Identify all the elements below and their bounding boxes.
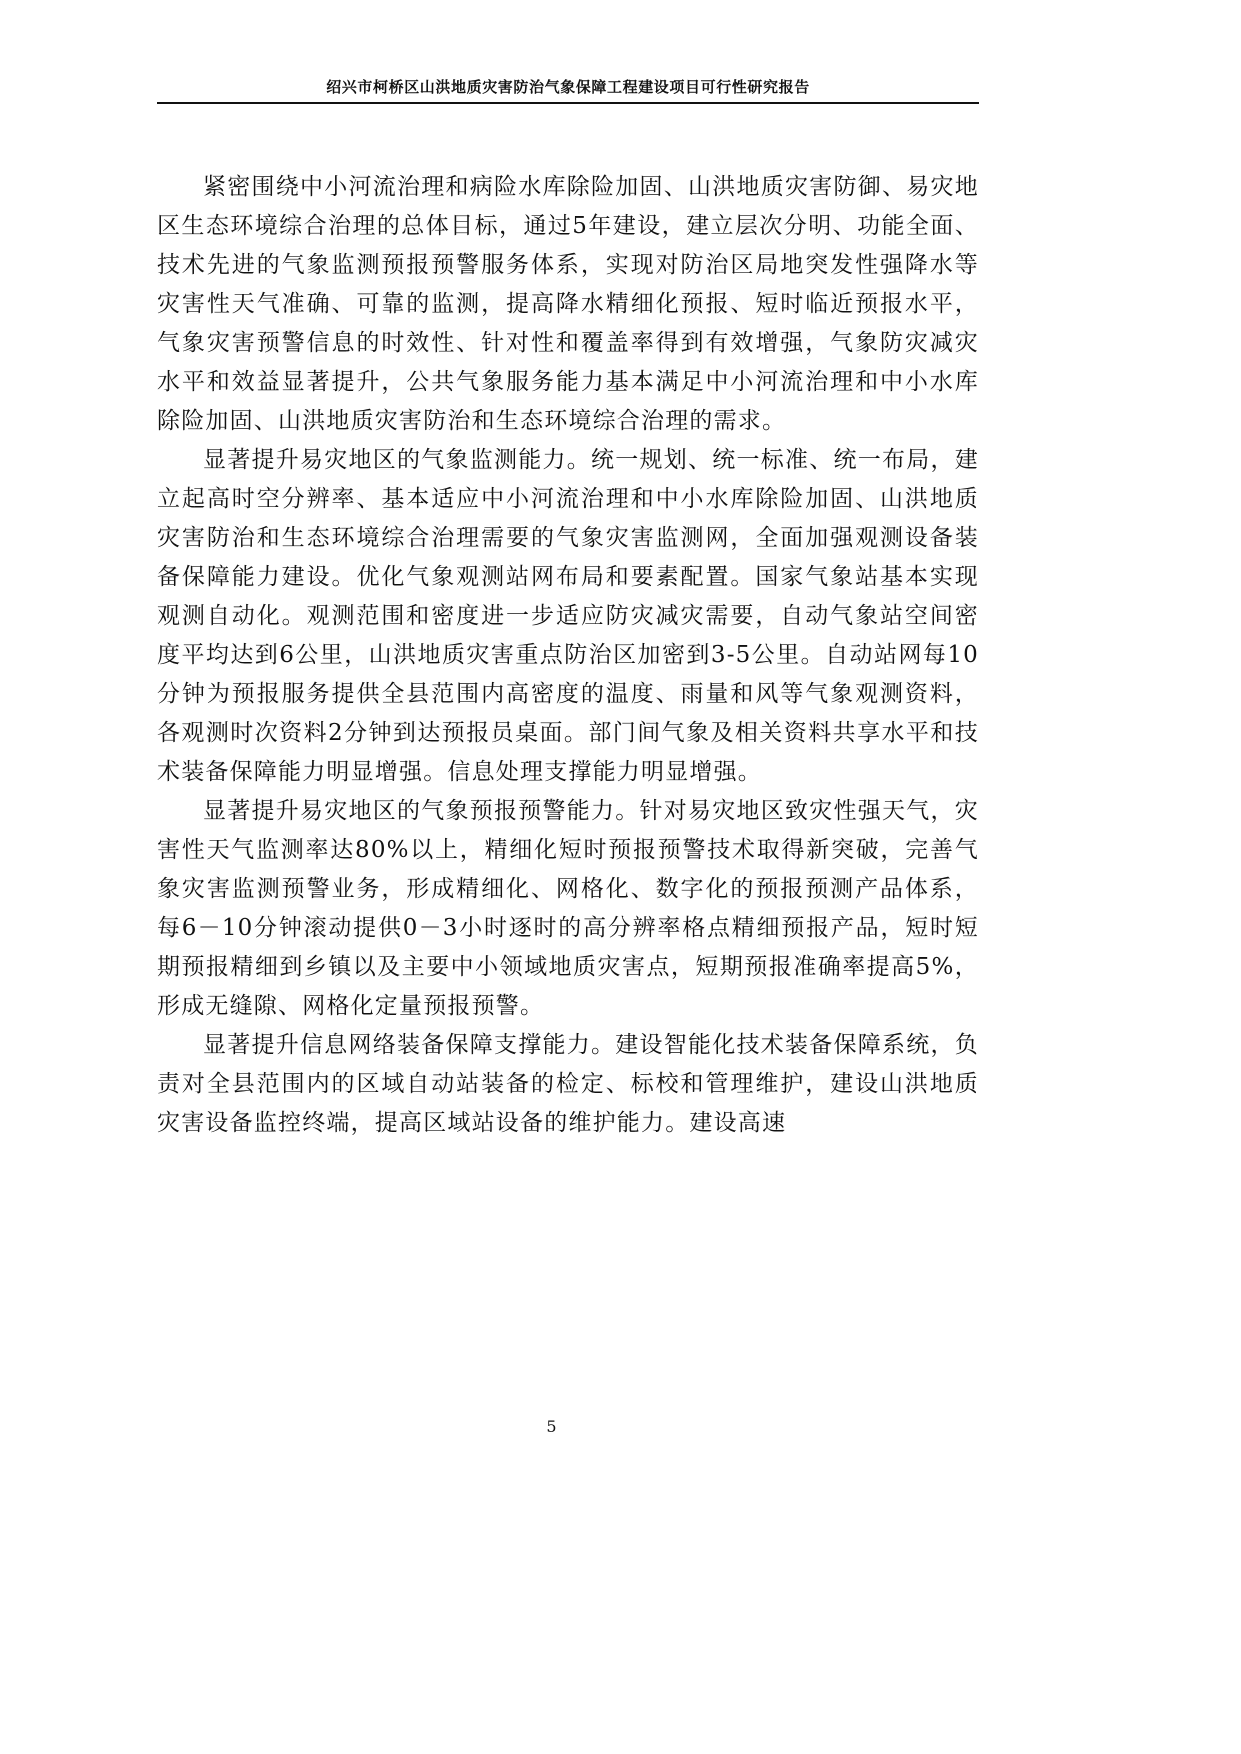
paragraph-monitoring-capability: 显著提升易灾地区的气象监测能力。统一规划、统一标准、统一布局，建立起高时空分辨率、基本适应中小河流治理和中小水库除险加固、山洪地质灾害防治和生态环境综合治理需要的气象灾害监测网，全面加强观测设备装备保障能力建设。优化气象观测站网布局和要素配置。国家气象站基本实现观测自动化。观测范围和密度进一步适应防灾减灾需要，自动气象站空间密度平均达到6公里，山洪地质灾害重点防治区加密到3-5公里。自动站网每10分钟为预报服务提供全县范围内高密度的温度、雨量和风等气象观测资料，各观测时次资料2分钟到达预报员桌面。部门间气象及相关资料共享水平和技术装备保障能力明显增强。信息处理支撑能力明显增强。 xyxy=(157,447,979,785)
paragraph-overall-goal: 紧密围绕中小河流治理和病险水库除险加固、山洪地质灾害防御、易灾地区生态环境综合治理的总体目标，通过5年建设，建立层次分明、功能全面、技术先进的气象监测预报预警服务体系，实现对防治区局地突发性强降水等灾害性天气准确、可靠的监测，提高降水精细化预报、短时临近预报水平，气象灾害预警信息的时效性、针对性和覆盖率得到有效增强，气象防灾减灾水平和效益显著提升，公共气象服务能力基本满足中小河流治理和中小水库除险加固、山洪地质灾害防治和生态环境综合治理的需求。 xyxy=(157,174,979,434)
header-title: 绍兴市柯桥区山洪地质灾害防治气象保障工程建设项目可行性研究报告 xyxy=(326,78,810,96)
page-header xyxy=(157,74,979,104)
body-text xyxy=(157,168,979,1143)
paragraph-forecast-capability: 显著提升易灾地区的气象预报预警能力。针对易灾地区致灾性强天气，灾害性天气监测率达80%以上，精细化短时预报预警技术取得新突破，完善气象灾害监测预警业务，形成精细化、网格化、数字化的预报预测产品体系，每6－10分钟滚动提供0－3小时逐时的高分辨率格点精细预报产品，短时短期预报精细到乡镇以及主要中小领域地质灾害点，短期预报准确率提高5%，形成无缝隙、网格化定量预报预警。 xyxy=(157,798,979,1019)
page-number: 5 xyxy=(546,1417,557,1436)
paragraph-network-support: 显著提升信息网络装备保障支撑能力。建设智能化技术装备保障系统，负责对全县范围内的区域自动站装备的检定、标校和管理维护，建设山洪地质灾害设备监控终端，提高区域站设备的维护能力。建设高速 xyxy=(157,1032,979,1136)
